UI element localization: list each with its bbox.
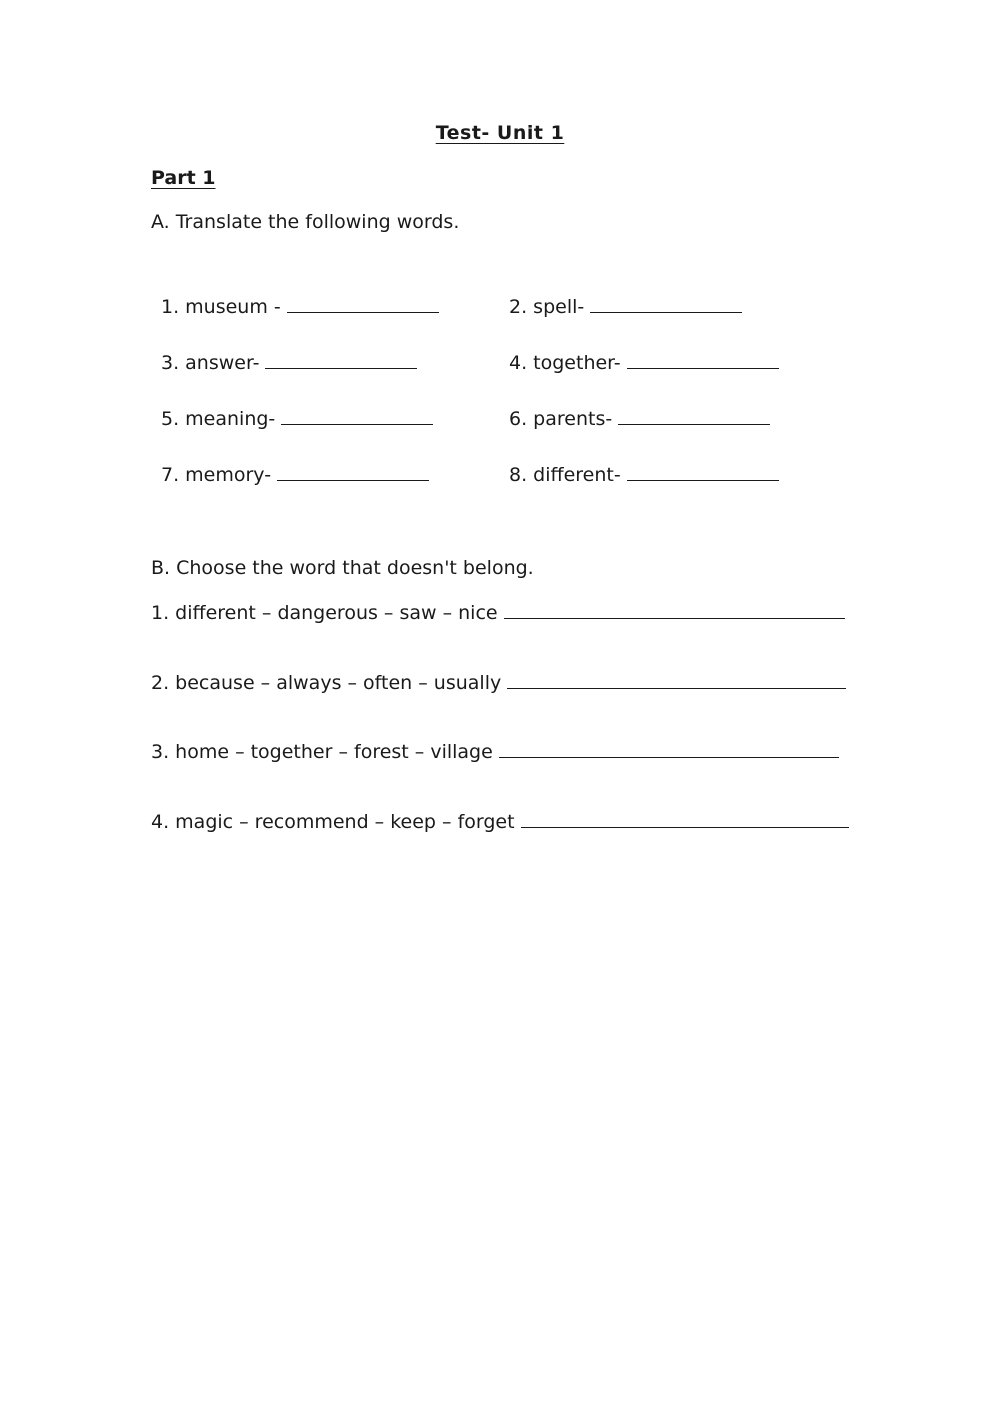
translate-item-label: 8. different- (509, 464, 621, 486)
translate-item-1 (161, 294, 439, 318)
odd-one-out-item-4 (151, 809, 849, 833)
translate-item-label: 6. parents- (509, 408, 613, 430)
odd-one-out-item-3 (151, 739, 839, 763)
answer-blank[interactable] (627, 462, 779, 481)
translate-item-3 (161, 350, 417, 374)
odd-one-out-label: 1. different – dangerous – saw – nice (151, 602, 498, 624)
translate-item-label: 3. answer- (161, 352, 260, 374)
part-heading: Part 1 (151, 167, 216, 189)
translate-item-label: 2. spell- (509, 296, 585, 318)
translate-item-7 (161, 462, 429, 486)
translate-item-4 (509, 350, 779, 374)
odd-one-out-label: 4. magic – recommend – keep – forget (151, 811, 515, 833)
section-b-instruction: B. Choose the word that doesn't belong. (151, 557, 534, 579)
translate-item-label: 4. together- (509, 352, 621, 374)
translate-item-label: 7. memory- (161, 464, 272, 486)
answer-blank[interactable] (521, 809, 849, 828)
answer-blank[interactable] (627, 350, 779, 369)
answer-blank[interactable] (590, 294, 742, 313)
translate-item-label: 5. meaning- (161, 408, 276, 430)
answer-blank[interactable] (504, 600, 845, 619)
odd-one-out-item-1 (151, 600, 845, 624)
answer-blank[interactable] (618, 406, 770, 425)
translate-item-label: 1. museum - (161, 296, 281, 318)
answer-blank[interactable] (507, 670, 846, 689)
answer-blank[interactable] (281, 406, 433, 425)
translate-item-2 (509, 294, 742, 318)
odd-one-out-item-2 (151, 670, 846, 694)
answer-blank[interactable] (287, 294, 439, 313)
odd-one-out-label: 2. because – always – often – usually (151, 672, 502, 694)
answer-blank[interactable] (499, 739, 839, 758)
translate-item-5 (161, 406, 433, 430)
answer-blank[interactable] (277, 462, 429, 481)
translate-item-6 (509, 406, 770, 430)
page-title (0, 122, 1000, 144)
answer-blank[interactable] (265, 350, 417, 369)
page-title-text: Test- Unit 1 (435, 122, 565, 144)
section-a-instruction: A. Translate the following words. (151, 211, 460, 233)
translate-item-8 (509, 462, 779, 486)
odd-one-out-label: 3. home – together – forest – village (151, 741, 493, 763)
